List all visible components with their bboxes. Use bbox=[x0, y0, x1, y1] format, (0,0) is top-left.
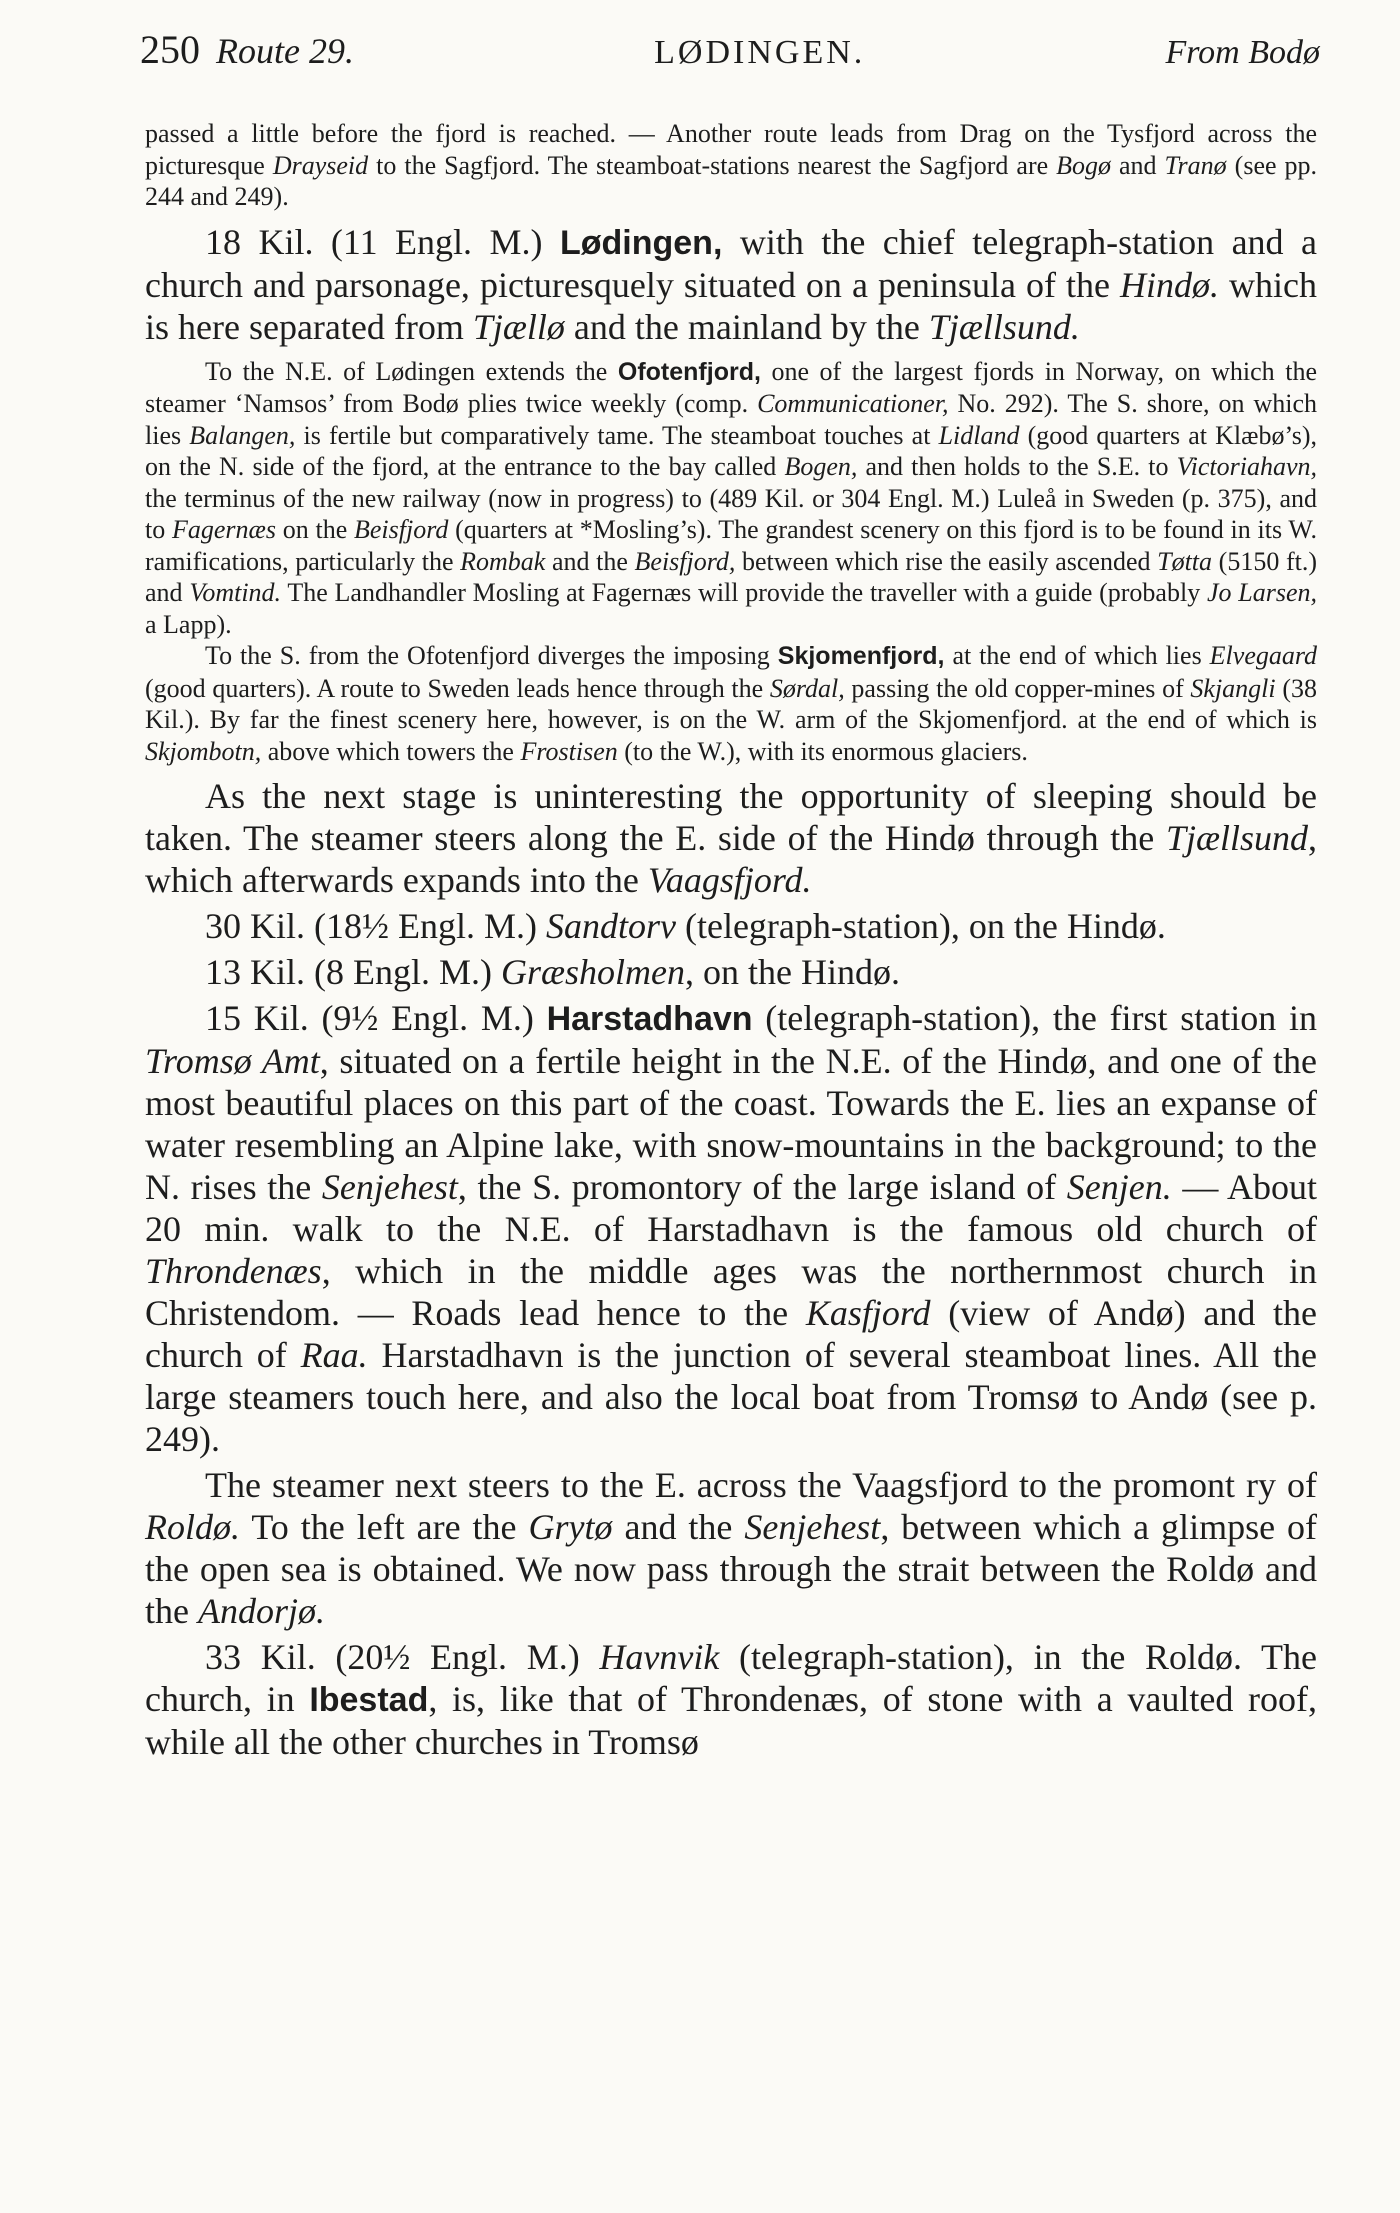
text-run: , between which a glimpse of the open sea is obtained. We now pass through the strait between the Roldø and the bbox=[145, 1507, 1318, 1631]
text-run: (quarters at *Mosling’s). The grandest scenery on this fjord is to be found in its W. ramifications, particularly the bbox=[145, 515, 1317, 576]
text-run: at the end of which lies bbox=[944, 641, 1210, 670]
italic-term: Lidland bbox=[938, 420, 1020, 450]
italic-term: Vaagsfjord. bbox=[647, 860, 812, 900]
text-run: , which in the middle ages was the northernmost church in Christendom. — Roads lead hence to the bbox=[145, 1251, 1317, 1333]
italic-term: Jo Larsen, bbox=[1206, 578, 1318, 607]
italic-term: Fagernæs bbox=[171, 515, 276, 544]
paragraph bbox=[145, 997, 1317, 1460]
italic-term: Tranø bbox=[1164, 150, 1227, 180]
italic-term: Skjangli bbox=[1190, 673, 1276, 703]
page-number: 250 bbox=[140, 27, 200, 72]
text-run: and then holds to the S.E. to bbox=[857, 452, 1177, 481]
text-run: passing the old copper-mines of bbox=[844, 673, 1191, 703]
text-run: and the mainland by the bbox=[564, 306, 929, 347]
bold-term: Harstadhavn bbox=[546, 1000, 753, 1038]
text-run: is fertile but comparatively tame. The steamboat touches at bbox=[295, 420, 939, 450]
text-run: (good quarters). A route to Sweden leads hence through the bbox=[145, 673, 770, 703]
text-run: No. 292). The S. shore, on which lies bbox=[145, 389, 1317, 450]
paragraph bbox=[145, 640, 1317, 767]
italic-term: Balangen, bbox=[189, 420, 296, 450]
header-title: LØDINGEN. bbox=[654, 34, 866, 71]
italic-term: Tjællsund bbox=[1165, 818, 1308, 858]
text-run: and the bbox=[612, 1507, 745, 1547]
italic-term: Rombak bbox=[460, 546, 546, 576]
italic-term: Bogen, bbox=[784, 452, 858, 481]
route-label: Route 29. bbox=[216, 31, 354, 71]
bold-term: Ibestad bbox=[309, 1681, 429, 1719]
text-run: , the S. promontory of the large island of bbox=[457, 1167, 1067, 1207]
italic-term: Græsholmen bbox=[500, 952, 685, 992]
italic-term: Sørdal, bbox=[769, 673, 845, 703]
text-run: Harstadhavn is the junction of several steamboat lines. All the large steamers touch here, and also the local boat from Tromsø to Andø (see p. 249). bbox=[145, 1335, 1317, 1459]
page-body bbox=[145, 118, 1317, 1763]
text-run: passed a little before the fjord is reached. — Another route leads from Drag on the Tysfjord across the picturesque bbox=[145, 119, 1317, 180]
running-header bbox=[140, 26, 1320, 86]
text-run: and bbox=[1111, 150, 1165, 180]
italic-term: Vomtind. bbox=[189, 578, 282, 607]
text-run: , which afterwards expands into the bbox=[145, 818, 1317, 900]
italic-term: Grytø bbox=[528, 1507, 613, 1547]
italic-term: Kasfjord bbox=[805, 1293, 931, 1333]
italic-term: Tjællsund. bbox=[928, 306, 1080, 347]
text-run: (telegraph-station), in the Roldø. The church, in bbox=[145, 1637, 1317, 1719]
text-run: (to the W.), with its enormous glaciers. bbox=[617, 736, 1028, 766]
italic-term: Tjællø bbox=[472, 306, 565, 347]
text-run: 18 Kil. (11 Engl. M.) bbox=[205, 221, 560, 262]
bold-term: Skjomenfjord, bbox=[777, 642, 945, 670]
text-run: (5150 ft.) and bbox=[145, 546, 1317, 607]
header-left bbox=[140, 26, 354, 73]
text-run: (38 Kil.). By far the finest scenery here, however, is on the W. arm of the Skjomenfjord. at the end of which is bbox=[145, 673, 1317, 734]
bold-term: Ofotenfjord, bbox=[617, 357, 761, 386]
text-run: , on the Hindø. bbox=[685, 952, 900, 992]
text-run: to the Sagfjord. The steamboat-stations nearest the Sagfjord are bbox=[368, 150, 1057, 180]
italic-term: Victoriahavn, bbox=[1176, 452, 1317, 481]
text-run: above which towers the bbox=[261, 736, 521, 766]
paragraph bbox=[145, 1464, 1317, 1632]
text-run: between which rise the easily ascended bbox=[735, 546, 1158, 576]
bold-term: Lødingen, bbox=[559, 223, 723, 262]
italic-term: Senjehest bbox=[744, 1507, 881, 1547]
italic-term: Communicationer, bbox=[757, 389, 949, 418]
italic-term: Tøtta bbox=[1157, 546, 1213, 576]
paragraph bbox=[145, 118, 1317, 213]
italic-term: Frostisen bbox=[520, 736, 618, 766]
text-run: To the N.E. of Lødingen extends the bbox=[205, 356, 618, 386]
text-run: 33 Kil. (20½ Engl. M.) bbox=[205, 1637, 600, 1677]
text-run: one of the largest fjords in Norway, on which the steamer ‘Namsos’ from Bodø plies twice weekly (comp. bbox=[145, 356, 1318, 418]
italic-term: Beisfjord bbox=[354, 515, 449, 544]
text-run: (good quarters at Klæbø’s), on the N. side of the fjord, at the entrance to the bay called bbox=[145, 420, 1317, 481]
italic-term: Bogø bbox=[1056, 150, 1112, 180]
text-run: the terminus of the new railway (now in progress) to (489 Kil. or 304 Engl. M.) Luleå in Sweden (p. 375), and to bbox=[145, 483, 1317, 544]
text-run: 13 Kil. (8 Engl. M.) bbox=[205, 952, 501, 992]
text-run: (telegraph-station), the first station in bbox=[752, 998, 1317, 1038]
italic-term: Skjombotn, bbox=[145, 736, 262, 766]
text-run: As the next stage is uninteresting the opportunity of sleeping should be taken. The steamer steers along the E. side of the Hindø through the bbox=[145, 776, 1317, 858]
italic-term: Havnvik bbox=[599, 1637, 720, 1677]
text-run: The steamer next steers to the E. across the Vaagsfjord to the promont ry of bbox=[205, 1465, 1317, 1505]
italic-term: Elvegaard bbox=[1209, 641, 1318, 670]
text-run: 30 Kil. (18½ Engl. M.) bbox=[205, 906, 546, 946]
italic-term: Throndenæs bbox=[145, 1251, 322, 1291]
text-run: 15 Kil. (9½ Engl. M.) bbox=[205, 998, 547, 1038]
paragraph bbox=[145, 951, 1317, 993]
paragraph bbox=[145, 775, 1317, 901]
text-run: To the left are the bbox=[240, 1507, 529, 1547]
paragraph bbox=[145, 905, 1317, 947]
italic-term: Hindø. bbox=[1120, 264, 1219, 305]
text-run: (view of Andø) and the church of bbox=[145, 1293, 1318, 1375]
text-run: with the chief telegraph-station and a church and parsonage, picturesquely situated on a peninsula of the bbox=[145, 221, 1317, 305]
italic-term: Raa. bbox=[300, 1335, 368, 1375]
text-run: which is here separated from bbox=[145, 264, 1318, 347]
text-run: and the bbox=[545, 546, 635, 576]
italic-term: Sandtorv bbox=[545, 906, 676, 946]
text-run: a Lapp). bbox=[145, 609, 232, 639]
text-run: on the bbox=[275, 515, 354, 544]
text-run: — About 20 min. walk to the N.E. of Harstadhavn is the famous old church of bbox=[145, 1167, 1318, 1249]
italic-term: Andorjø. bbox=[197, 1591, 325, 1631]
paragraph bbox=[145, 221, 1317, 348]
text-run: , situated on a fertile height in the N.E. of the Hindø, and one of the most beautiful places on this part of the coast. Towards the E. lies an expanse of water resembling an Alpine lake, with snow-mountains in the background; to the N. rises the bbox=[145, 1041, 1317, 1207]
italic-term: Senjehest bbox=[321, 1167, 458, 1207]
italic-term: Drayseid bbox=[272, 150, 369, 180]
paragraph bbox=[145, 356, 1317, 641]
italic-term: Tromsø Amt bbox=[145, 1041, 320, 1081]
italic-term: Beisfjord, bbox=[634, 546, 736, 576]
text-run: (telegraph-station), on the Hindø. bbox=[675, 906, 1166, 946]
italic-term: Senjen. bbox=[1066, 1167, 1172, 1207]
header-direction: From Bodø bbox=[1165, 34, 1320, 71]
text-run: (see pp. 244 and 249). bbox=[145, 150, 1318, 211]
text-run: To the S. from the Ofotenfjord diverges the imposing bbox=[205, 641, 778, 670]
text-run: , is, like that of Throndenæs, of stone with a vaulted roof, while all the other churches in Tromsø bbox=[145, 1679, 1317, 1762]
italic-term: Roldø. bbox=[145, 1507, 240, 1547]
paragraph bbox=[145, 1636, 1317, 1763]
text-run: The Landhandler Mosling at Fagernæs will provide the traveller with a guide (probably bbox=[281, 578, 1207, 607]
